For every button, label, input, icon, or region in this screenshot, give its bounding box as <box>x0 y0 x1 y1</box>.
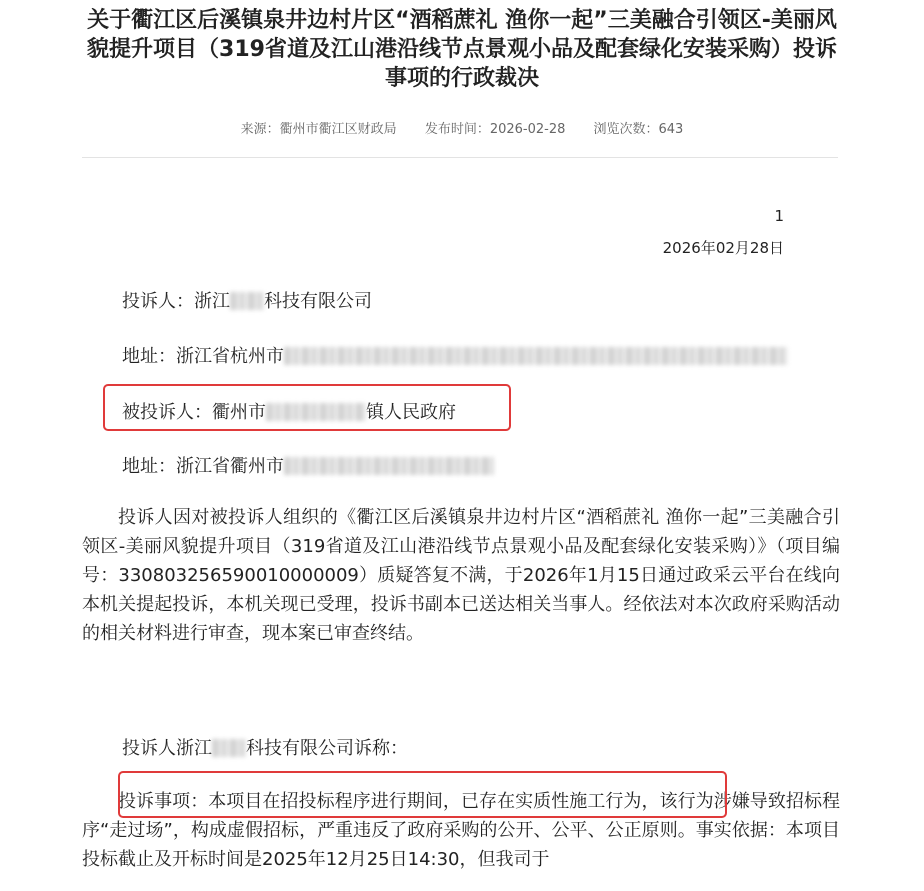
complaint-paragraph: 投诉事项：本项目在招投标程序进行期间，已存在实质性施工行为，该行为涉嫌导致招标程序“走过场”，构成虚假招标，严重违反了政府采购的公开、公平、公正原则。事实依据：本项目投标截止及开标时间是2025年12月25日14:30，但我司于 <box>82 791 840 870</box>
complainant-address-prefix: 地址：浙江省杭州市 <box>122 346 284 367</box>
meta-publish-time: 发布时间：2026-02-28 <box>424 122 566 137</box>
respondent-address-line <box>122 452 494 478</box>
respondent-suffix: 镇人民政府 <box>366 402 456 423</box>
page-number: 1 <box>774 207 784 225</box>
title-divider <box>82 157 838 158</box>
complainant-prefix: 投诉人：浙江 <box>122 291 230 312</box>
document-date: 2026年02月28日 <box>662 239 784 257</box>
case-paragraph: 投诉人因对被投诉人组织的《衢江区后溪镇泉井边村片区“酒稻蔗礼 渔你一起”三美融合引领区-美丽风貌提升项目（319省道及江山港沿线节点景观小品及配套绿化安装采购）》（项目编号：330803256590010000009）质疑答复不满，于2026年1月15日通过政采云平台在线向本机关提起投诉，本机关现已受理，投诉书副本已送达相关当事人。经依法对本次政府采购活动的相关材料进行审查，现本案已审查终结。 <box>82 507 840 644</box>
redacted-address <box>284 347 788 365</box>
complainant-line <box>122 287 372 313</box>
complainant-suffix: 科技有限公司 <box>264 291 372 312</box>
complainant-address-line <box>122 342 788 368</box>
respondent-address-prefix: 地址：浙江省衢州市 <box>122 456 284 477</box>
redacted-name <box>212 739 246 757</box>
respondent-prefix: 被投诉人：衢州市 <box>122 402 266 423</box>
claim-intro-prefix: 投诉人浙江 <box>122 738 212 759</box>
meta-view-count: 浏览次数：643 <box>593 122 684 137</box>
highlight-box-complaint <box>118 771 727 818</box>
article-meta <box>0 118 924 137</box>
claim-intro-suffix: 科技有限公司诉称： <box>246 738 408 759</box>
redacted-name <box>230 292 264 310</box>
claim-intro-line <box>122 734 408 760</box>
article-title: 关于衢江区后溪镇泉井边村片区“酒稻蔗礼 渔你一起”三美融合引领区-美丽风貌提升项目（319省道及江山港沿线节点景观小品及配套绿化安装采购）投诉事项的行政裁决 <box>87 8 837 91</box>
meta-source: 来源：衢州市衢江区财政局 <box>240 122 397 137</box>
redacted-address <box>284 457 494 475</box>
highlight-box-respondent <box>103 384 511 431</box>
